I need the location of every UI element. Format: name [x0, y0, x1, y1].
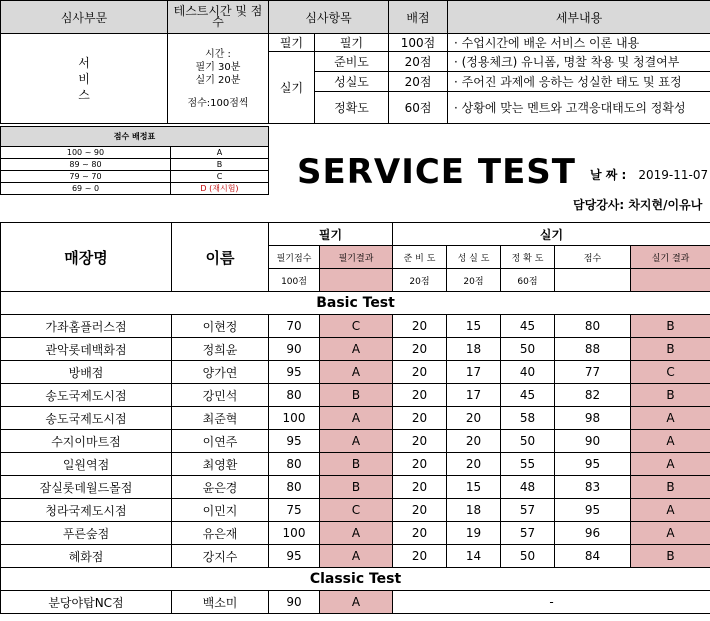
score-cell: 98	[555, 407, 631, 430]
prep-cell: 20	[393, 499, 447, 522]
col-accuracy: 정 확 도	[501, 246, 555, 269]
name-cell: 이민지	[172, 499, 269, 522]
practical-result-cell: B	[631, 315, 710, 338]
header-time-score: 테스트시간 및 점수	[168, 1, 269, 34]
grade-letter: A	[171, 147, 269, 159]
grade-letter: B	[171, 159, 269, 171]
detail-sincerity: · 주어진 과제에 응하는 성실한 태도 및 표정	[448, 72, 710, 92]
prep-cell: 20	[393, 315, 447, 338]
store-cell: 푸른숲점	[1, 522, 172, 545]
service-label: 서 비 스	[1, 34, 168, 124]
score-cell: 90	[555, 430, 631, 453]
score-cell: 96	[555, 522, 631, 545]
store-cell: 송도국제도시점	[1, 407, 172, 430]
score-cell: 82	[555, 384, 631, 407]
written-score-cell: 80	[269, 453, 320, 476]
page-title: SERVICE TEST	[297, 152, 576, 192]
col-written: 필기	[269, 223, 393, 246]
written-result-cell: A	[320, 407, 393, 430]
accuracy-cell: 40	[501, 361, 555, 384]
name-cell: 최준혁	[172, 407, 269, 430]
written-result-cell: A	[320, 430, 393, 453]
score-cell: 88	[555, 338, 631, 361]
table-row	[1, 476, 710, 499]
col-prep: 준 비 도	[393, 246, 447, 269]
sincerity-cell: 15	[447, 476, 501, 499]
category-written: 필기	[269, 34, 315, 52]
item-written: 필기	[315, 34, 389, 52]
table-row	[1, 499, 710, 522]
col-sincerity: 성 실 도	[447, 246, 501, 269]
category-practical: 실기	[269, 52, 315, 124]
written-score-cell: 80	[269, 476, 320, 499]
practical-time: 실기 20분	[195, 74, 241, 86]
accuracy-cell: 50	[501, 338, 555, 361]
grade-range: 100 ~ 90	[1, 147, 171, 159]
name-cell: 최영환	[172, 453, 269, 476]
practical-result-cell: A	[631, 522, 710, 545]
item-accuracy: 정확도	[315, 92, 389, 124]
prep-cell: 20	[393, 476, 447, 499]
practical-result-cell: A	[631, 430, 710, 453]
written-score-cell: 100	[269, 407, 320, 430]
name-cell: 백소미	[172, 591, 269, 614]
grade-range: 79 ~ 70	[1, 171, 171, 183]
detail-accuracy: · 상황에 맞는 멘트와 고객응대태도의 정확성	[448, 92, 710, 124]
instructor: 담당강사: 차지현/이유나	[573, 198, 703, 212]
store-cell: 송도국제도시점	[1, 384, 172, 407]
points-prep: 20점	[389, 52, 448, 72]
header-detail: 세부내용	[448, 1, 710, 34]
prep-cell: 20	[393, 522, 447, 545]
accuracy-cell: 57	[501, 522, 555, 545]
col-practical: 실기	[393, 223, 710, 246]
test-info-table	[0, 0, 710, 124]
table-row	[1, 407, 710, 430]
col-written-result: 필기결과	[320, 246, 393, 269]
written-score-cell: 75	[269, 499, 320, 522]
time-info	[168, 34, 269, 124]
time-label: 시간 :	[205, 48, 231, 60]
name-cell: 유은재	[172, 522, 269, 545]
written-result-cell: A	[320, 338, 393, 361]
max-sincerity: 20점	[447, 269, 501, 292]
prep-cell: 20	[393, 430, 447, 453]
accuracy-cell: 58	[501, 407, 555, 430]
accuracy-cell: 45	[501, 384, 555, 407]
prep-cell: 20	[393, 361, 447, 384]
written-score-cell: 90	[269, 591, 320, 614]
practical-result-cell: B	[631, 476, 710, 499]
store-cell: 가좌홈플러스점	[1, 315, 172, 338]
date-label: 날 짜 :	[590, 168, 627, 182]
written-score-cell: 90	[269, 338, 320, 361]
score-total: 점수:100점씩	[187, 97, 249, 109]
sincerity-cell: 18	[447, 338, 501, 361]
header-points: 배점	[389, 1, 448, 34]
practical-result-cell: B	[631, 384, 710, 407]
header-item: 심사항목	[269, 1, 389, 34]
name-cell: 정희윤	[172, 338, 269, 361]
score-cell: 84	[555, 545, 631, 568]
max-written-result	[320, 269, 393, 292]
scores-table	[0, 222, 710, 614]
practical-result-cell: C	[631, 361, 710, 384]
date-line	[590, 166, 708, 183]
store-cell: 관악롯데백화점	[1, 338, 172, 361]
written-score-cell: 100	[269, 522, 320, 545]
col-store: 매장명	[1, 223, 172, 292]
sincerity-cell: 20	[447, 453, 501, 476]
prep-cell: 20	[393, 407, 447, 430]
score-cell: 83	[555, 476, 631, 499]
sincerity-cell: 19	[447, 522, 501, 545]
accuracy-cell: 45	[501, 315, 555, 338]
written-result-cell: A	[320, 545, 393, 568]
prep-cell: 20	[393, 384, 447, 407]
name-cell: 이현정	[172, 315, 269, 338]
written-result-cell: B	[320, 453, 393, 476]
store-cell: 일원역점	[1, 453, 172, 476]
practical-result-cell: A	[631, 407, 710, 430]
store-cell: 잠실롯데월드몰점	[1, 476, 172, 499]
points-written: 100점	[389, 34, 448, 52]
written-result-cell: A	[320, 361, 393, 384]
detail-written: · 수업시간에 배운 서비스 이론 내용	[448, 34, 710, 52]
grade-range: 89 ~ 80	[1, 159, 171, 171]
practical-result-cell: A	[631, 499, 710, 522]
table-row	[1, 338, 710, 361]
score-cell: 77	[555, 361, 631, 384]
table-row	[1, 545, 710, 568]
detail-prep: · (정용체크) 유니폼, 명찰 착용 및 청결여부	[448, 52, 710, 72]
written-time: 필기 30분	[195, 61, 241, 73]
score-cell: 95	[555, 499, 631, 522]
table-row	[1, 315, 710, 338]
written-result-cell: A	[320, 591, 393, 614]
accuracy-cell: 50	[501, 545, 555, 568]
header-dept: 심사부문	[1, 1, 168, 34]
sincerity-cell: 17	[447, 361, 501, 384]
table-row	[1, 384, 710, 407]
basic-section-title: Basic Test	[1, 292, 710, 315]
points-accuracy: 60점	[389, 92, 448, 124]
accuracy-cell: 55	[501, 453, 555, 476]
written-result-cell: A	[320, 522, 393, 545]
grade-range: 69 ~ 0	[1, 183, 171, 195]
written-result-cell: B	[320, 384, 393, 407]
classic-section-title: Classic Test	[1, 568, 710, 591]
store-cell: 청라국제도시점	[1, 499, 172, 522]
date-value: 2019-11-07	[638, 168, 709, 182]
points-sincerity: 20점	[389, 72, 448, 92]
practical-result-cell: B	[631, 545, 710, 568]
name-cell: 이연주	[172, 430, 269, 453]
name-cell: 양가연	[172, 361, 269, 384]
sincerity-cell: 17	[447, 384, 501, 407]
practical-cell: -	[393, 591, 710, 614]
score-cell: 95	[555, 453, 631, 476]
col-written-score: 필기점수	[269, 246, 320, 269]
max-accuracy: 60점	[501, 269, 555, 292]
written-score-cell: 95	[269, 361, 320, 384]
written-score-cell: 95	[269, 430, 320, 453]
table-row	[1, 430, 710, 453]
written-result-cell: B	[320, 476, 393, 499]
written-score-cell: 80	[269, 384, 320, 407]
table-row	[1, 453, 710, 476]
col-score: 점수	[555, 246, 631, 269]
max-score	[555, 269, 631, 292]
table-row	[1, 361, 710, 384]
col-practical-result: 실기 결과	[631, 246, 710, 269]
grade-letter: D (재시험)	[171, 183, 269, 195]
prep-cell: 20	[393, 338, 447, 361]
table-row	[1, 522, 710, 545]
max-prep: 20점	[393, 269, 447, 292]
sincerity-cell: 20	[447, 430, 501, 453]
accuracy-cell: 57	[501, 499, 555, 522]
written-result-cell: C	[320, 315, 393, 338]
name-cell: 강지수	[172, 545, 269, 568]
item-sincerity: 성실도	[315, 72, 389, 92]
practical-result-cell: A	[631, 453, 710, 476]
grade-letter: C	[171, 171, 269, 183]
practical-result-cell: B	[631, 338, 710, 361]
name-cell: 윤은경	[172, 476, 269, 499]
sincerity-cell: 15	[447, 315, 501, 338]
written-score-cell: 95	[269, 545, 320, 568]
store-cell: 혜화점	[1, 545, 172, 568]
written-score-cell: 70	[269, 315, 320, 338]
store-cell: 분당야탑NC점	[1, 591, 172, 614]
prep-cell: 20	[393, 545, 447, 568]
written-result-cell: C	[320, 499, 393, 522]
accuracy-cell: 48	[501, 476, 555, 499]
grading-title: 점수 배정표	[1, 127, 269, 147]
sincerity-cell: 14	[447, 545, 501, 568]
prep-cell: 20	[393, 453, 447, 476]
store-cell: 방배점	[1, 361, 172, 384]
grading-table	[0, 126, 269, 195]
accuracy-cell: 50	[501, 430, 555, 453]
sincerity-cell: 20	[447, 407, 501, 430]
sincerity-cell: 18	[447, 499, 501, 522]
max-written: 100점	[269, 269, 320, 292]
store-cell: 수지이마트점	[1, 430, 172, 453]
table-row	[1, 591, 710, 614]
name-cell: 강민석	[172, 384, 269, 407]
max-practical-result	[631, 269, 710, 292]
col-name: 이름	[172, 223, 269, 292]
item-prep: 준비도	[315, 52, 389, 72]
score-cell: 80	[555, 315, 631, 338]
